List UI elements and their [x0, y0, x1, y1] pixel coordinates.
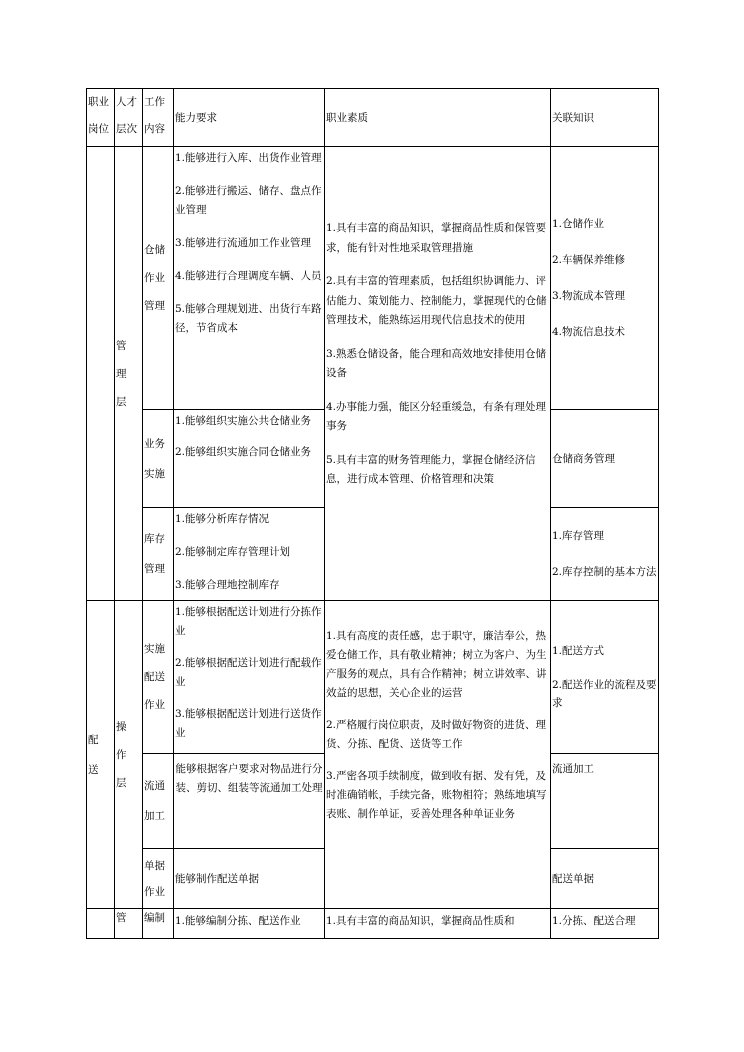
- processing-content-cell: 流通 加工: [143, 754, 174, 849]
- quality-item: 1.具有高度的责任感，忠于职守，廉洁奉公，热爱仓储工作，具有敬业精神；树立为客户、为生产服务的观点，具有合作精神；树立讲效率、讲效益的思想，关心企业的运营: [326, 630, 547, 699]
- ability-item: 1.能够进行入库、出货作业管理: [175, 152, 322, 164]
- dist-level-cell: 操 作 层: [115, 601, 143, 909]
- last-position-cell: [87, 909, 115, 939]
- knowledge-item: 1.仓储作业: [552, 218, 605, 230]
- job-requirements-table: [86, 88, 659, 939]
- knowledge-item: 3.物流成本管理: [552, 290, 626, 302]
- warehouse-knowledge-cell: [551, 147, 659, 410]
- business-knowledge-cell: [551, 410, 659, 508]
- knowledge-item: 1.配送方式: [552, 645, 605, 657]
- knowledge-item: 仓储商务管理: [552, 452, 615, 465]
- business-content-cell: 业务 实施: [143, 410, 174, 508]
- quality-item: 4.办事能力强，能区分轻重缓急，有条有理处理事务: [326, 400, 547, 432]
- last-content-cell: 编制: [143, 909, 174, 939]
- knowledge-item: 2.配送作业的流程及要求: [552, 679, 657, 709]
- inventory-knowledge-cell: [551, 508, 659, 601]
- header-knowledge: 关联知识: [551, 89, 659, 147]
- ability-item: 5.能够合理规划进、出货行车路径，节省成本: [175, 303, 322, 334]
- knowledge-item: 1.库存管理: [552, 530, 605, 542]
- knowledge-item: 配送单据: [552, 872, 594, 885]
- implement-content-cell: 实施 配送 作业: [143, 601, 174, 754]
- ability-item: 3.能够进行流通加工作业管理: [175, 237, 312, 249]
- ability-item: 1.能够根据配送计划进行分拣作业: [175, 606, 322, 637]
- knowledge-item: 流通加工: [552, 763, 594, 775]
- quality-item: 3.严密各项手续制度，做到收有据、发有凭，及时准确销帐，手续完备，账物相符；熟练地填写表账、制作单证，妥善处理各种单证业务: [326, 770, 547, 820]
- processing-knowledge-cell: [551, 754, 659, 849]
- business-abilities-cell: [174, 410, 325, 508]
- documents-ability-cell: [174, 849, 325, 909]
- implement-abilities-cell: [174, 601, 325, 754]
- header-content: 工作 内容: [143, 89, 174, 147]
- ability-item: 3.能够根据配送计划进行送货作业: [175, 708, 322, 739]
- ability-item: 能够制作配送单据: [175, 872, 259, 885]
- inventory-abilities-cell: [174, 508, 325, 601]
- ability-item: 2.能够制定库存管理计划: [175, 546, 291, 558]
- quality-item: 2.严格履行岗位职责，及时做好物资的进货、理货、分拣、配货、送货等工作: [326, 719, 547, 750]
- dist-qualities-cell: [325, 601, 551, 909]
- ability-item: 2.能够组织实施合同仓储业务: [175, 446, 312, 458]
- mgmt-position-cell: [87, 147, 115, 601]
- knowledge-item: 2.库存控制的基本方法: [552, 566, 657, 578]
- implement-knowledge-cell: [551, 601, 659, 754]
- knowledge-item: 4.物流信息技术: [552, 326, 626, 338]
- ability-item: 1.能够组织实施公共仓储业务: [175, 415, 312, 427]
- ability-item: 3.能够合理地控制库存: [175, 579, 280, 591]
- warehouse-abilities-cell: [174, 147, 325, 410]
- mgmt-qualities-cell: [325, 147, 551, 601]
- dist-position-cell: 配 送: [87, 601, 115, 909]
- quality-item: 3.熟悉仓储设备，能合理和高效地安排使用仓储设备: [326, 347, 547, 379]
- header-ability: 能力要求: [174, 89, 325, 147]
- ability-item: 2.能够根据配送计划进行配载作业: [175, 657, 322, 688]
- ability-item: 1.能够分析库存情况: [175, 513, 270, 525]
- mgmt-level-cell: 管 理 层: [115, 147, 143, 601]
- header-level: 人才 层次: [115, 89, 143, 147]
- documents-content-cell: 单据 作业: [143, 849, 174, 909]
- header-quality: 职业素质: [325, 89, 551, 147]
- warehouse-content-cell: 仓储 作业 管理: [143, 147, 174, 410]
- last-level-cell: 管: [115, 909, 143, 939]
- last-ability-cell: 1.能够编制分拣、配送作业: [174, 909, 325, 939]
- quality-item: 1.具有丰富的商品知识，掌握商品性质和保管要求，能有针对性地采取管理措施: [326, 222, 547, 254]
- quality-item: 2.具有丰富的管理素质，包括组织协调能力、评估能力、策划能力、控制能力，掌握现代的仓储管理技术，能熟练运用现代信息技术的使用: [326, 275, 547, 326]
- last-quality-cell: 1.具有丰富的商品知识，掌握商品性质和: [325, 909, 551, 939]
- processing-ability-cell: [174, 754, 325, 849]
- ability-item: 2.能够进行搬运、储存、盘点作业管理: [175, 185, 322, 216]
- last-knowledge-cell: 1.分拣、配送合理: [551, 909, 659, 939]
- knowledge-item: 2.车辆保养维修: [552, 254, 626, 266]
- ability-item: 能够根据客户要求对物品进行分装、剪切、组装等流通加工处理: [175, 763, 323, 794]
- quality-item: 5.具有丰富的财务管理能力，掌握仓储经济信息，进行成本管理、价格管理和决策: [326, 453, 536, 485]
- documents-knowledge-cell: [551, 849, 659, 909]
- inventory-content-cell: 库存 管理: [143, 508, 174, 601]
- ability-item: 4.能够进行合理调度车辆、人员: [175, 270, 322, 282]
- header-position: 职业 岗位: [87, 89, 115, 147]
